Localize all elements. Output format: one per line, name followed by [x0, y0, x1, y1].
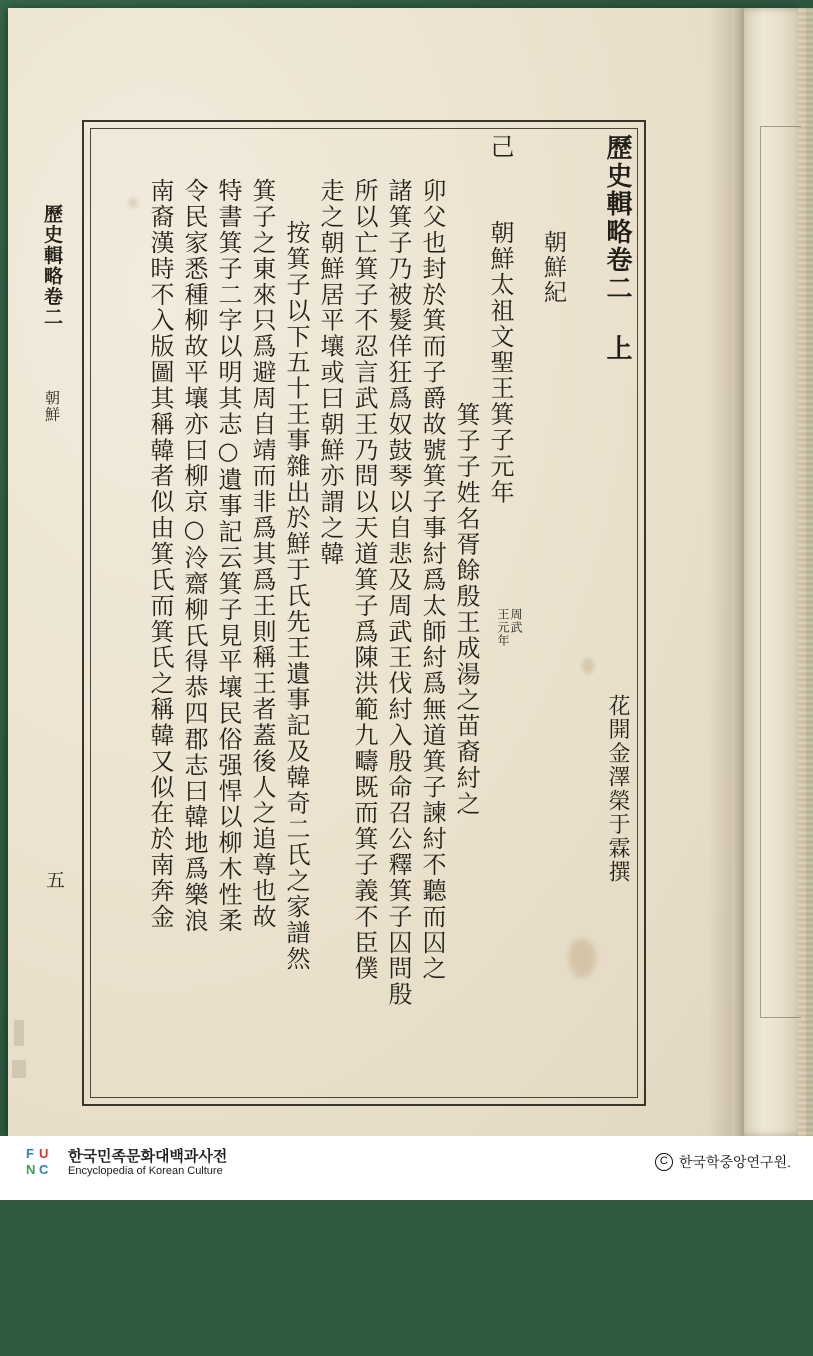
column-section-title — [530, 230, 564, 1184]
text-column — [410, 134, 444, 1088]
encyclopedia-watermark — [26, 1146, 227, 1180]
text-column — [274, 134, 308, 1088]
text-column — [308, 134, 342, 1088]
text-line: 走之朝鮮居平壤或曰朝鮮亦謂之韓 — [316, 178, 344, 567]
right-page-frame-rule — [760, 126, 801, 1018]
text-line: 卯父也封於箕而子爵故號箕子事紂爲太師紂爲無道箕子諫紂不聽而囚之 — [418, 178, 446, 982]
text-column — [138, 134, 172, 1088]
text-column — [172, 134, 206, 1088]
text-line: 所以亡箕子不忍言武王乃問以天道箕子爲陳洪範九疇既而箕子義不臣僕 — [350, 178, 378, 982]
text-column — [444, 134, 478, 1088]
open-book — [8, 8, 798, 1136]
text-line: 按箕子以下五十王事雜出於鮮于氏先王遺事記及韓奇二氏之家譜然 — [282, 220, 310, 972]
copyright-notice — [655, 1152, 791, 1172]
page-number: 五 — [43, 870, 65, 891]
logo-letter: F — [26, 1146, 34, 1161]
text-column — [206, 134, 240, 1088]
text-line: 諸箕子乃被髮佯狂爲奴鼓琴以自悲及周武王伐紂入殷命召公釋箕子囚問殷 — [384, 178, 412, 1008]
text-column — [376, 134, 410, 1088]
text-line: 己 — [486, 134, 514, 160]
text-line: 特書箕子二字以明其志○遺事記云箕子見平壤民俗强悍以柳木性柔 — [214, 178, 242, 934]
header-title-text: 歷史輯略卷二 上 — [602, 134, 632, 363]
edge-wear — [12, 1060, 26, 1078]
text-column — [342, 134, 376, 1088]
left-page — [8, 8, 732, 1136]
watermark-korean-title: 한국민족문화대백과사전 — [68, 1148, 228, 1166]
text-line: 朝鮮太祖文聖王箕子元年 — [486, 220, 514, 506]
column-author — [594, 694, 628, 1088]
text-column — [240, 134, 274, 1088]
paper-stain — [48, 1008, 66, 1068]
logo-letter: U — [39, 1146, 49, 1161]
author-text: 花開金澤榮于霖撰 — [605, 694, 630, 885]
text-line: 箕子之東來只爲避周自靖而非爲其爲王則稱王者蓋後人之追尊也故 — [248, 178, 276, 930]
running-head: 歷史輯略卷二 — [41, 204, 63, 328]
annotation-line: 王元年 — [496, 608, 510, 647]
text-column-lead-char — [478, 134, 512, 1088]
text-line: 箕子子姓名胥餘殷王成湯之苗裔紂之 — [452, 402, 480, 817]
section-title-text: 朝鮮紀 — [540, 230, 566, 305]
watermark-text-block — [68, 1148, 227, 1178]
text-line: 南裔漢時不入版圖其稱韓者似由箕氏而箕氏之稱韓又似在於南奔金 — [146, 178, 174, 930]
watermark-strip — [0, 1136, 813, 1200]
text-columns — [94, 134, 630, 1088]
annotation-line: 周武 — [509, 608, 523, 634]
copyright-text: 한국학중앙연구원. — [678, 1154, 791, 1170]
text-line: 令民家悉種柳故平壤亦曰柳京○泠齋柳氏得恭四郡志曰韓地爲樂浪 — [180, 178, 208, 934]
running-subtitle: 朝鮮 — [43, 390, 61, 423]
encyclopedia-logo-icon — [26, 1146, 60, 1180]
copyright-icon: C — [655, 1153, 673, 1171]
watermark-english-title: Encyclopedia of Korean Culture — [68, 1165, 223, 1178]
edge-wear — [14, 1020, 24, 1046]
logo-letter: N — [26, 1162, 36, 1177]
logo-letter: C — [39, 1162, 49, 1177]
